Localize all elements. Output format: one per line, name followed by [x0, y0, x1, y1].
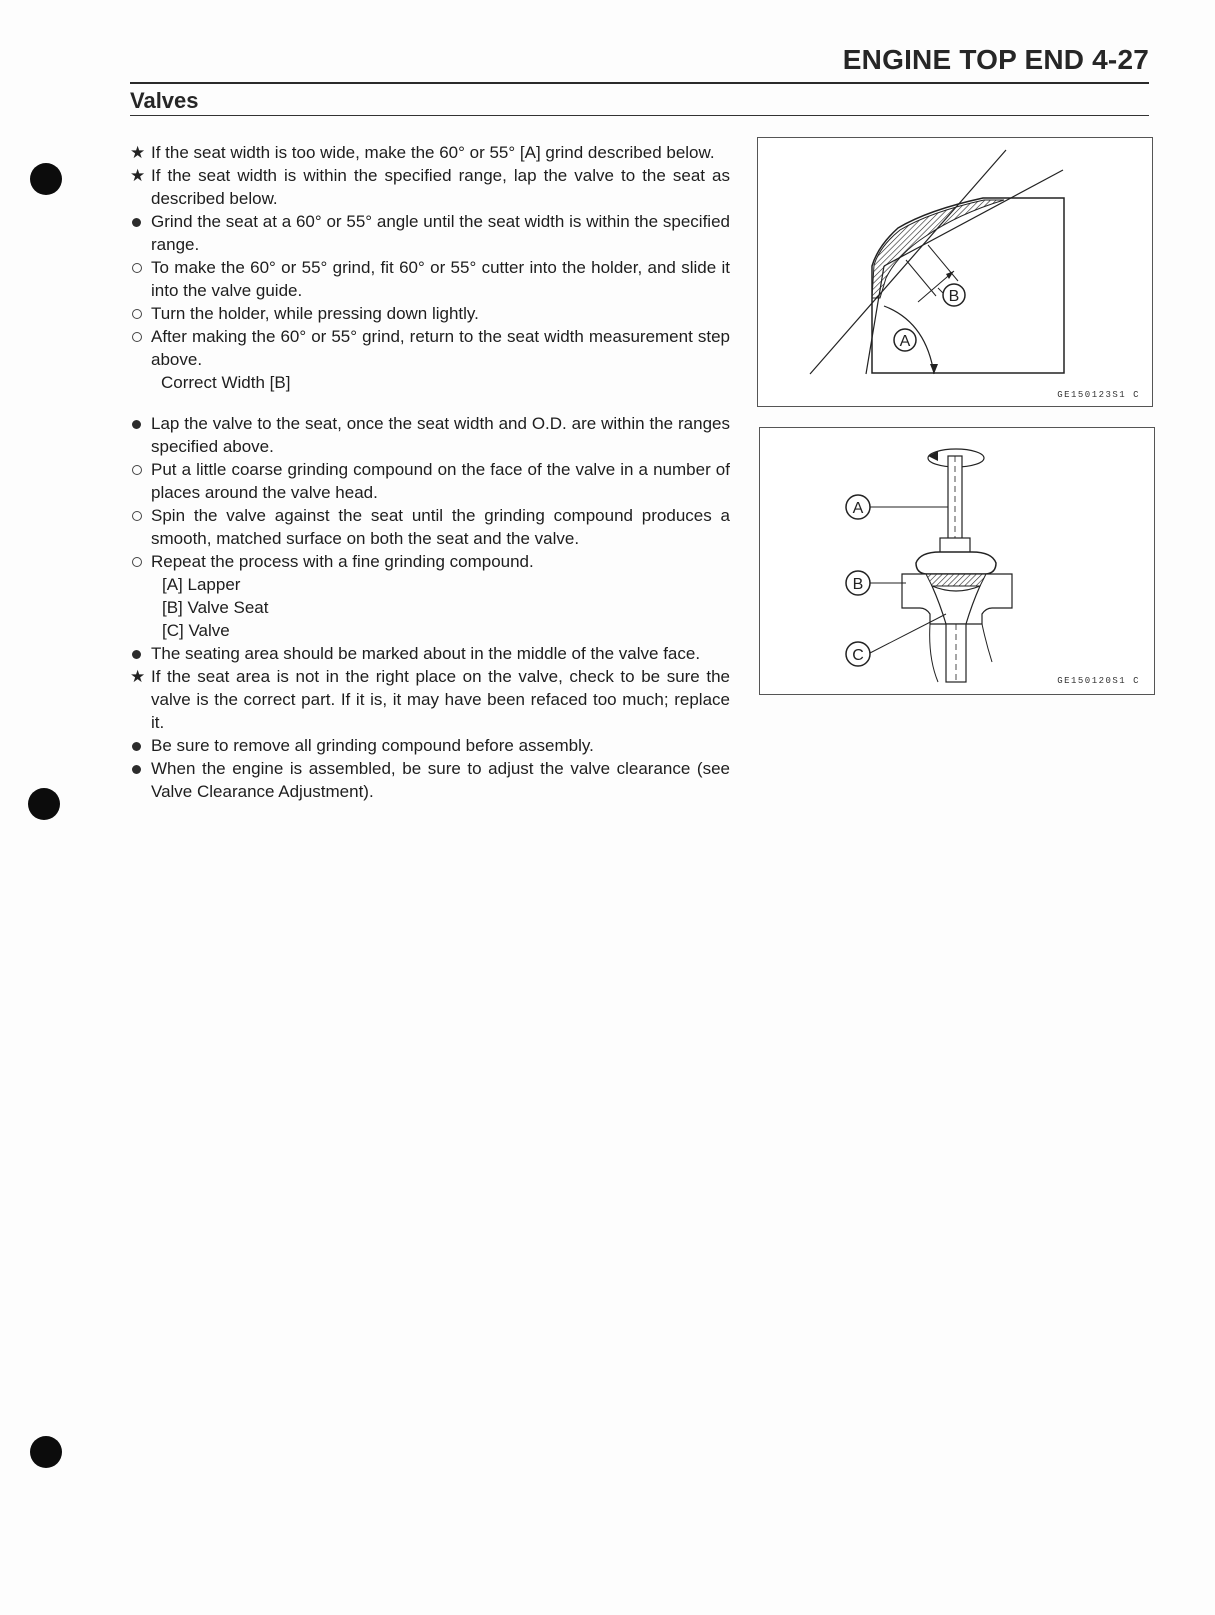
body-text	[130, 141, 730, 803]
seat-grind-diagram	[758, 138, 1152, 406]
instruction-item	[130, 256, 730, 302]
figure-valve-lapping	[759, 427, 1155, 695]
instruction-item	[130, 458, 730, 504]
figure-seat-grind	[757, 137, 1153, 407]
star-icon: ★	[130, 166, 146, 185]
punch-hole-bottom	[30, 1436, 62, 1468]
star-icon: ★	[130, 667, 146, 686]
figure1-code: GE150123S1 C	[1057, 390, 1140, 400]
circle-bullet-icon	[130, 302, 148, 325]
instruction-text: Turn the holder, while pressing down lightly.	[151, 304, 479, 323]
instruction-text: When the engine is assembled, be sure to adjust the valve clearance (see Valve Clearance Adjustment).	[151, 759, 730, 801]
valve-lapping-diagram	[760, 428, 1154, 694]
instruction-text: Be sure to remove all grinding compound before assembly.	[151, 736, 594, 755]
bullet-icon	[130, 642, 148, 665]
instruction-text: The seating area should be marked about in the middle of the valve face.	[151, 644, 701, 663]
instruction-block-1	[130, 141, 730, 371]
instruction-item	[130, 412, 730, 458]
figure2-legend-b: [B] Valve Seat	[162, 598, 269, 617]
header-rule	[130, 82, 1149, 84]
star-icon: ★	[130, 143, 146, 162]
page-header-title: ENGINE TOP END 4-27	[842, 44, 1149, 75]
bullet-icon	[130, 210, 148, 233]
circle-bullet-icon	[130, 550, 148, 573]
bullet-icon	[130, 412, 148, 435]
instruction-item	[130, 302, 730, 325]
section-title: Valves	[130, 88, 199, 113]
instruction-text: Repeat the process with a fine grinding compound.	[151, 552, 534, 571]
figure2-legend-a: [A] Lapper	[162, 575, 241, 594]
circle-bullet-icon	[130, 256, 148, 279]
instruction-text: If the seat width is within the specified range, lap the valve to the seat as described below.	[151, 166, 730, 208]
instruction-text: To make the 60° or 55° grind, fit 60° or 55° cutter into the holder, and slide it into the valve guide.	[151, 258, 730, 300]
fig1-label-b: B	[948, 288, 960, 305]
instruction-text: Spin the valve against the seat until the grinding compound produces a smooth, matched surface on both the seat and the valve.	[151, 506, 730, 548]
instruction-item	[130, 665, 730, 734]
fig2-label-c: C	[852, 647, 864, 664]
figure2-legend-c: [C] Valve	[162, 621, 230, 640]
instruction-text: If the seat width is too wide, make the 60° or 55° [A] grind described below.	[151, 143, 715, 162]
instruction-item	[130, 141, 730, 164]
bullet-icon	[130, 734, 148, 757]
instruction-text: Grind the seat at a 60° or 55° angle until the seat width is within the specified range.	[151, 212, 730, 254]
instruction-text: Put a little coarse grinding compound on the face of the valve in a number of places around the valve head.	[151, 460, 730, 502]
bullet-icon	[130, 757, 148, 780]
instruction-item	[130, 210, 730, 256]
instruction-item	[130, 325, 730, 371]
circle-bullet-icon	[130, 458, 148, 481]
instruction-text: If the seat area is not in the right place on the valve, check to be sure the valve is the correct part. If it is, it may have been refaced too much; replace it.	[151, 667, 730, 732]
punch-hole-middle	[28, 788, 60, 820]
figure1-legend: Correct Width [B]	[161, 373, 291, 392]
instruction-text: After making the 60° or 55° grind, return to the seat width measurement step above.	[151, 327, 730, 369]
fig2-label-a: A	[852, 500, 864, 517]
spacer	[130, 394, 730, 412]
fig1-label-a: A	[899, 333, 911, 350]
instruction-text: Lap the valve to the seat, once the seat width and O.D. are within the ranges specified above.	[151, 414, 730, 456]
instruction-item	[130, 642, 730, 665]
figure2-code: GE150120S1 C	[1057, 676, 1140, 686]
instruction-item	[130, 504, 730, 550]
circle-bullet-icon	[130, 325, 148, 348]
punch-hole-top	[30, 163, 62, 195]
instruction-item	[130, 550, 730, 573]
instruction-item	[130, 757, 730, 803]
circle-bullet-icon	[130, 504, 148, 527]
fig2-label-b: B	[852, 576, 864, 593]
section-rule	[130, 115, 1149, 116]
instruction-block-2	[130, 412, 730, 573]
instruction-item	[130, 734, 730, 757]
instruction-block-3	[130, 642, 730, 803]
instruction-item	[130, 164, 730, 210]
